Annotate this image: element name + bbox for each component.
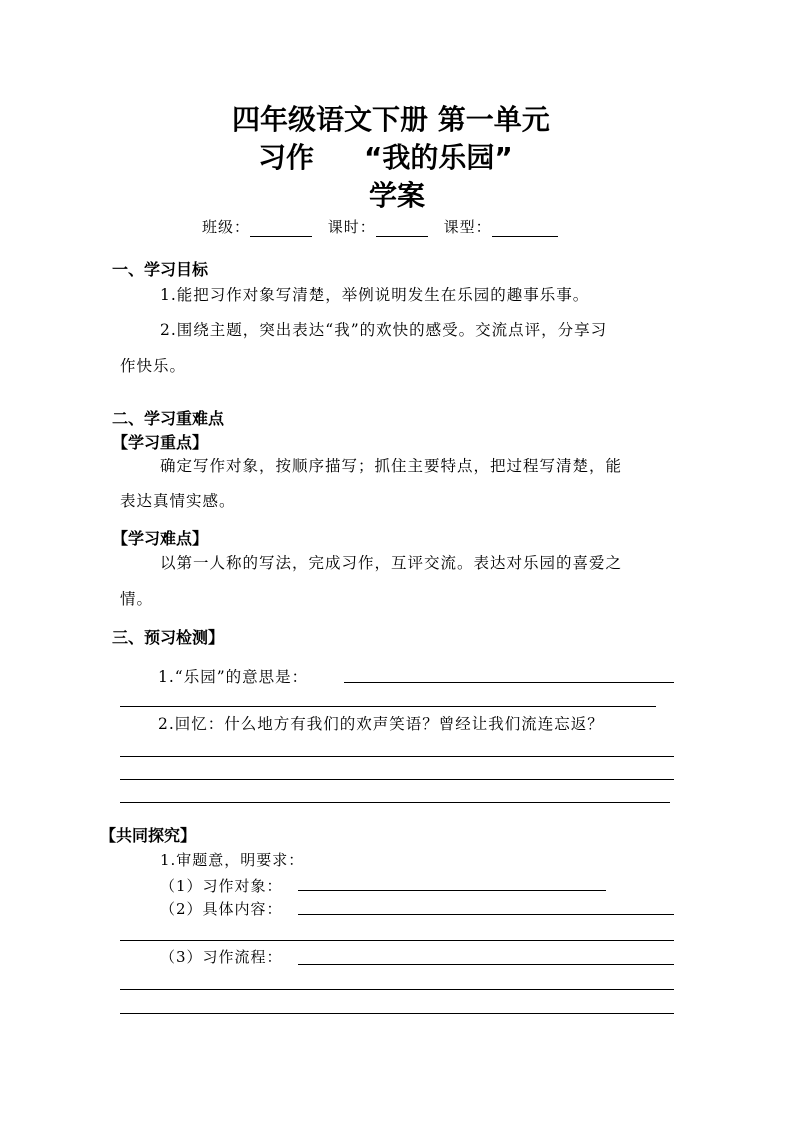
answer-line-q2-c[interactable] — [120, 802, 670, 803]
explore-sub-3: （3）习作流程： — [160, 948, 283, 966]
answer-line-q1-a[interactable] — [344, 682, 674, 683]
explore-item-1: 1.审题意，明要求： — [160, 851, 305, 869]
difficult-points-line-1: 以第一人称的写法，完成习作，互评交流。表达对乐园的喜爱之 — [160, 554, 623, 572]
answer-line-q2-b[interactable] — [120, 779, 674, 780]
section-1-item-2-line-1: 2.围绕主题，突出表达“我”的欢快的感受。交流点评，分享习 — [160, 321, 608, 339]
answer-line-process-c[interactable] — [120, 1013, 674, 1014]
answer-line-process-b[interactable] — [120, 989, 674, 990]
title-line-2-right: “我的乐园” — [364, 141, 513, 174]
preview-question-2: 2.回忆：什么地方有我们的欢声笑语？曾经让我们流连忘返？ — [158, 715, 604, 733]
period-field[interactable] — [376, 220, 428, 237]
section-4-heading: 【共同探究】 — [100, 826, 197, 845]
section-3-heading: 三、预习检测】 — [112, 628, 225, 647]
difficult-points-label: 【学习难点】 — [112, 529, 209, 548]
answer-line-object[interactable] — [298, 890, 606, 891]
key-points-line-2: 表达真情实感。 — [120, 492, 236, 510]
answer-line-content-a[interactable] — [298, 914, 674, 915]
answer-line-process-a[interactable] — [298, 964, 674, 965]
explore-sub-1: （1）习作对象： — [160, 877, 283, 895]
key-points-line-1: 确定写作对象，按顺序描写；抓住主要特点，把过程写清楚，能 — [160, 457, 623, 475]
type-label: 课型： — [443, 218, 492, 236]
section-2-heading: 二、学习重难点 — [112, 409, 225, 428]
title-line-2-left: 习作 — [258, 141, 315, 174]
answer-line-content-b[interactable] — [120, 940, 674, 941]
key-points-label: 【学习重点】 — [112, 433, 209, 452]
difficult-points-line-2: 情。 — [120, 590, 154, 608]
answer-line-q2-a[interactable] — [120, 756, 674, 757]
preview-question-1: 1.“乐园”的意思是： — [158, 668, 309, 686]
explore-sub-2: （2）具体内容： — [160, 900, 283, 918]
type-field[interactable] — [492, 220, 558, 237]
class-field[interactable] — [250, 220, 312, 237]
period-label: 课时： — [327, 218, 376, 236]
section-1-item-2-line-2: 作快乐。 — [120, 357, 187, 375]
title-line-1: 四年级语文下册 第一单元 — [232, 103, 550, 136]
section-1-heading: 一、学习目标 — [112, 260, 209, 279]
section-1-item-1: 1.能把习作对象写清楚，举例说明发生在乐园的趣事乐事。 — [160, 286, 590, 304]
title-line-3: 学案 — [369, 179, 426, 212]
answer-line-q1-b[interactable] — [120, 706, 656, 707]
info-row — [202, 216, 558, 237]
class-label: 班级： — [202, 218, 251, 236]
